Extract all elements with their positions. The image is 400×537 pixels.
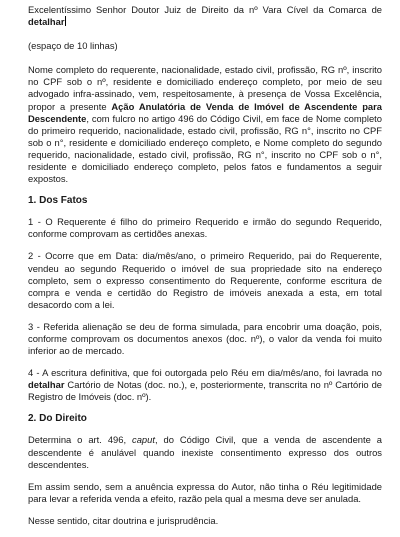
fact-paragraph-3: 3 - Referida alienação se deu de forma simulada, para encobrir uma doação, pois, conforme comprovam os documentos anexos (doc. nº), o valor da venda foi muito inferior ao de mercado. (28, 320, 382, 357)
intro-text-before: Nome completo do requerente, nacionalidade, estado civil, profissão, RG nº, inscrito no CPF sob o nº, residente e domiciliado endereço completo, por meio de seu advogado infra-assinado, vem, respeitosamente, à presença de Vossa Excelência, propor a presente (28, 64, 382, 112)
document-page (28, 4, 382, 537)
fact-4-text-after: Cartório de Notas (doc. no.), e, posteriormente, transcrita no nº Cartório de Registro de Imóveis (doc. nº). (28, 379, 382, 403)
section-heading-facts: 1. Dos Fatos (28, 195, 88, 207)
text-cursor (65, 16, 66, 26)
law-paragraph-3: Nesse sentido, citar doutrina e jurisprudência. (28, 514, 219, 526)
addressee-text: Excelentíssimo Senhor Doutor Juiz de Direito da nº Vara Cível da Comarca de (28, 4, 382, 15)
law-paragraph-1 (28, 434, 382, 470)
law-1-text-before: Determina o art. 496, (28, 434, 133, 446)
law-paragraph-2: Em assim sendo, sem a anuência expressa do Autor, não tinha o Réu legitimidade para levar a referida venda a efeito, razão pela qual a mesma deve ser anulada. (28, 480, 382, 504)
cartorio-placeholder: detalhar (28, 379, 65, 391)
fact-paragraph-1: 1 - O Requerente é filho do primeiro Requerido e irmão do segundo Requerido, conforme comprovam as certidões anexas. (28, 216, 382, 240)
action-title: Ação Anulatória de Venda de Imóvel de Ascendente para Descendente (28, 100, 382, 124)
caput-term: caput (132, 434, 155, 446)
spacing-note: (espaço de 10 linhas) (28, 40, 118, 52)
fact-4-text-before: 4 - A escritura definitiva, que foi outorgada pelo Réu em dia/mês/ano, foi lavrada no (28, 367, 382, 379)
intro-paragraph (28, 64, 382, 185)
comarca-placeholder: detalhar (28, 16, 65, 28)
addressee-line (28, 4, 382, 28)
fact-paragraph-4 (28, 367, 382, 403)
law-1-text-after: , do Código Civil, que a venda de ascendente a descendente é anulável quando inexiste consentimento expresso dos outros descendentes. (28, 434, 382, 470)
fact-paragraph-2: 2 - Ocorre que em Data: dia/mês/ano, o primeiro Requerido, pai do Requerente, vendeu ao segundo Requerido o imóvel de sua propriedade sito na endereço completo, sem o expresso consentimento do Requerente, conforme escritura de compra e venda e certidão do Registro de imóveis anexada a esta, em total desacordo com a lei. (28, 250, 382, 310)
section-heading-law: 2. Do Direito (28, 413, 87, 425)
intro-text-after: , com fulcro no artigo 496 do Código Civil, em face de Nome completo do primeiro requerido, nacionalidade, estado civil, profissão, RG n°, inscrito no CPF sob o n°, residente e domiciliado endereço completo, e Nome completo do segundo requerido, nacionalidade, estado civil, profissão, RG n°, inscrito no CPF sob o n°, residente e domiciliado endereço completo, pelos fatos e fundamentos a seguir expostos. (28, 112, 382, 185)
